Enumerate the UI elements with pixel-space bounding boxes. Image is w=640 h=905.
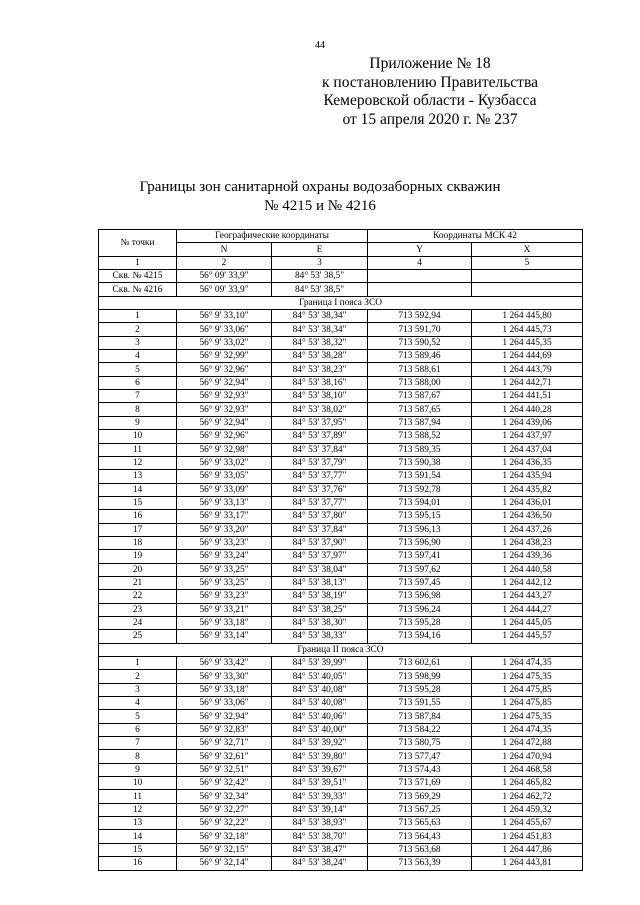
longitude-cell: 84° 53' 38,25": [272, 603, 368, 616]
latitude-cell: 56° 9' 33,20": [177, 523, 272, 536]
longitude-cell: 84° 53' 39,51": [272, 777, 368, 790]
longitude-cell: 84° 53' 39,14": [272, 803, 368, 816]
longitude-cell: 84° 53' 38,13": [272, 576, 368, 589]
table-row: [99, 763, 583, 776]
longitude-cell: 84° 53' 37,80": [272, 510, 368, 523]
msk-y-cell: 713 564,43: [368, 830, 472, 843]
latitude-cell: 56° 9' 33,42": [177, 657, 272, 670]
table-row: [99, 496, 583, 509]
table-row: [99, 657, 583, 670]
msk-y-cell: 713 589,35: [368, 443, 472, 456]
table-row: [99, 723, 583, 736]
msk-x-cell: 1 264 436,50: [472, 510, 583, 523]
table-row: [99, 563, 583, 576]
latitude-cell: 56° 9' 32,98": [177, 443, 272, 456]
msk-x-cell: 1 264 445,35: [472, 336, 583, 349]
longitude-cell: 84° 53' 38,28": [272, 350, 368, 363]
msk-x-cell: 1 264 475,35: [472, 710, 583, 723]
longitude-cell: 84° 53' 38,93": [272, 817, 368, 830]
longitude-cell: 84° 53' 39,92": [272, 737, 368, 750]
longitude-cell: 84° 53' 37,89": [272, 430, 368, 443]
latitude-cell: 56° 9' 33,05": [177, 470, 272, 483]
msk-y-cell: 713 591,54: [368, 470, 472, 483]
latitude-cell: 56° 9' 32,71": [177, 737, 272, 750]
msk-x-cell: 1 264 455,67: [472, 817, 583, 830]
longitude-cell: 84° 53' 40,06": [272, 710, 368, 723]
msk-y-cell: 713 591,70: [368, 323, 472, 336]
longitude-cell: 84° 53' 37,77": [272, 470, 368, 483]
header-point-no: № точки: [99, 230, 177, 257]
table-row: [99, 416, 583, 429]
latitude-cell: 56° 9' 32,96": [177, 363, 272, 376]
point-number: 8: [99, 403, 177, 416]
section-header-row: [99, 296, 583, 309]
msk-x-cell: 1 264 468,58: [472, 763, 583, 776]
title-line-1: Границы зон санитарной охраны водозаборных скважин: [139, 179, 501, 195]
point-number: 23: [99, 603, 177, 616]
msk-x-cell: 1 264 437,04: [472, 443, 583, 456]
longitude-cell: 84° 53' 38,47": [272, 843, 368, 856]
msk-x-cell: 1 264 445,57: [472, 630, 583, 643]
longitude-cell: 84° 53' 37,76": [272, 483, 368, 496]
msk-y-cell: 713 588,61: [368, 363, 472, 376]
well-row: [99, 283, 583, 296]
point-number: 13: [99, 470, 177, 483]
msk-x-cell: 1 264 443,27: [472, 590, 583, 603]
point-number: 24: [99, 616, 177, 629]
well-name: Скв. № 4216: [99, 283, 177, 296]
msk-y-cell: 713 596,13: [368, 523, 472, 536]
table-row: [99, 323, 583, 336]
table-row: [99, 336, 583, 349]
msk-y-cell: 713 598,99: [368, 670, 472, 683]
msk-y-cell: 713 588,00: [368, 376, 472, 389]
longitude-cell: 84° 53' 39,99": [272, 657, 368, 670]
table-row: [99, 310, 583, 323]
msk-y-cell: 713 574,43: [368, 763, 472, 776]
longitude-cell: 84° 53' 39,80": [272, 750, 368, 763]
point-number: 3: [99, 336, 177, 349]
msk-y-cell: 713 597,41: [368, 550, 472, 563]
msk-y-cell: 713 590,52: [368, 336, 472, 349]
latitude-cell: 56° 9' 32,22": [177, 817, 272, 830]
latitude-cell: 56° 9' 32,15": [177, 843, 272, 856]
msk-x-cell: 1 264 437,97: [472, 430, 583, 443]
msk-x-cell: 1 264 441,51: [472, 390, 583, 403]
msk-y-cell: 713 592,78: [368, 483, 472, 496]
longitude-cell: 84° 53' 38,19": [272, 590, 368, 603]
header-n: N: [177, 243, 272, 256]
point-number: 22: [99, 590, 177, 603]
header-col-number: 3: [272, 256, 368, 269]
point-number: 12: [99, 456, 177, 469]
msk-x-cell: 1 264 439,06: [472, 416, 583, 429]
table-row: [99, 510, 583, 523]
table-header: [99, 230, 583, 270]
longitude-cell: 84° 53' 37,90": [272, 536, 368, 549]
point-number: 2: [99, 670, 177, 683]
point-number: 5: [99, 363, 177, 376]
latitude-cell: 56° 9' 32,93": [177, 390, 272, 403]
msk-y-cell: 713 591,55: [368, 697, 472, 710]
header-col-number: 5: [472, 256, 583, 269]
well-msk-y: [368, 270, 472, 283]
point-number: 10: [99, 777, 177, 790]
table-row: [99, 590, 583, 603]
appendix-line-2: к постановлению Правительства: [322, 73, 538, 91]
msk-x-cell: 1 264 475,85: [472, 697, 583, 710]
msk-x-cell: 1 264 442,71: [472, 376, 583, 389]
msk-x-cell: 1 264 475,85: [472, 683, 583, 696]
msk-x-cell: 1 264 470,94: [472, 750, 583, 763]
longitude-cell: 84° 53' 38,32": [272, 336, 368, 349]
longitude-cell: 84° 53' 38,30": [272, 616, 368, 629]
table-row: [99, 350, 583, 363]
point-number: 10: [99, 430, 177, 443]
table-row: [99, 430, 583, 443]
point-number: 21: [99, 576, 177, 589]
table-row: [99, 790, 583, 803]
table-row: [99, 670, 583, 683]
latitude-cell: 56° 9' 33,09": [177, 483, 272, 496]
point-number: 4: [99, 697, 177, 710]
latitude-cell: 56° 9' 32,83": [177, 723, 272, 736]
longitude-cell: 84° 53' 38,10": [272, 390, 368, 403]
msk-y-cell: 713 569,29: [368, 790, 472, 803]
table-row: [99, 683, 583, 696]
msk-y-cell: 713 587,67: [368, 390, 472, 403]
longitude-cell: 84° 53' 37,84": [272, 523, 368, 536]
msk-x-cell: 1 264 447,86: [472, 843, 583, 856]
msk-x-cell: 1 264 443,79: [472, 363, 583, 376]
point-number: 6: [99, 376, 177, 389]
msk-y-cell: 713 595,28: [368, 616, 472, 629]
latitude-cell: 56° 9' 32,51": [177, 763, 272, 776]
msk-y-cell: 713 563,39: [368, 857, 472, 870]
msk-y-cell: 713 587,65: [368, 403, 472, 416]
point-number: 1: [99, 657, 177, 670]
msk-x-cell: 1 264 439,36: [472, 550, 583, 563]
msk-x-cell: 1 264 436,01: [472, 496, 583, 509]
table-row: [99, 803, 583, 816]
msk-x-cell: 1 264 451,83: [472, 830, 583, 843]
point-number: 12: [99, 803, 177, 816]
point-number: 6: [99, 723, 177, 736]
msk-y-cell: 713 571,69: [368, 777, 472, 790]
longitude-cell: 84° 53' 37,79": [272, 456, 368, 469]
msk-y-cell: 713 592,94: [368, 310, 472, 323]
msk-y-cell: 713 584,22: [368, 723, 472, 736]
longitude-cell: 84° 53' 37,95": [272, 416, 368, 429]
longitude-cell: 84° 53' 38,02": [272, 403, 368, 416]
document-title: [0, 178, 640, 216]
latitude-cell: 56° 9' 32,99": [177, 350, 272, 363]
msk-x-cell: 1 264 459,32: [472, 803, 583, 816]
point-number: 17: [99, 523, 177, 536]
header-y: Y: [368, 243, 472, 256]
longitude-cell: 84° 53' 38,34": [272, 323, 368, 336]
longitude-cell: 84° 53' 38,24": [272, 857, 368, 870]
latitude-cell: 56° 9' 32,93": [177, 403, 272, 416]
latitude-cell: 56° 9' 32,61": [177, 750, 272, 763]
point-number: 14: [99, 483, 177, 496]
latitude-cell: 56° 9' 32,14": [177, 857, 272, 870]
latitude-cell: 56° 9' 33,23": [177, 590, 272, 603]
latitude-cell: 56° 9' 32,96": [177, 430, 272, 443]
title-line-2: № 4215 и № 4216: [264, 198, 376, 214]
msk-x-cell: 1 264 435,94: [472, 470, 583, 483]
table-row: [99, 616, 583, 629]
table-row: [99, 857, 583, 870]
latitude-cell: 56° 9' 32,94": [177, 710, 272, 723]
table-row: [99, 630, 583, 643]
latitude-cell: 56° 9' 33,06": [177, 323, 272, 336]
msk-x-cell: 1 264 474,35: [472, 657, 583, 670]
table-row: [99, 456, 583, 469]
latitude-cell: 56° 9' 33,02": [177, 456, 272, 469]
longitude-cell: 84° 53' 39,33": [272, 790, 368, 803]
table-row: [99, 843, 583, 856]
header-col-number: 4: [368, 256, 472, 269]
point-number: 18: [99, 536, 177, 549]
longitude-cell: 84° 53' 38,04": [272, 563, 368, 576]
table-row: [99, 830, 583, 843]
table-row: [99, 710, 583, 723]
well-longitude: 84° 53' 38,5": [272, 270, 368, 283]
longitude-cell: 84° 53' 39,67": [272, 763, 368, 776]
msk-y-cell: 713 595,28: [368, 683, 472, 696]
well-msk-x: [472, 283, 583, 296]
msk-x-cell: 1 264 444,27: [472, 603, 583, 616]
header-msk-coords: Координаты МСК 42: [368, 230, 583, 243]
latitude-cell: 56° 9' 32,27": [177, 803, 272, 816]
msk-x-cell: 1 264 440,28: [472, 403, 583, 416]
msk-y-cell: 713 580,75: [368, 737, 472, 750]
table-row: [99, 483, 583, 496]
msk-y-cell: 713 587,94: [368, 416, 472, 429]
msk-y-cell: 713 563,68: [368, 843, 472, 856]
msk-x-cell: 1 264 475,35: [472, 670, 583, 683]
longitude-cell: 84° 53' 38,23": [272, 363, 368, 376]
msk-y-cell: 713 597,62: [368, 563, 472, 576]
msk-x-cell: 1 264 462,72: [472, 790, 583, 803]
section-title: Граница II пояса ЗСО: [99, 643, 583, 656]
point-number: 7: [99, 390, 177, 403]
latitude-cell: 56° 9' 33,21": [177, 603, 272, 616]
latitude-cell: 56° 9' 33,25": [177, 563, 272, 576]
msk-y-cell: 713 587,84: [368, 710, 472, 723]
msk-y-cell: 713 590,38: [368, 456, 472, 469]
longitude-cell: 84° 53' 40,08": [272, 683, 368, 696]
msk-y-cell: 713 595,15: [368, 510, 472, 523]
longitude-cell: 84° 53' 40,08": [272, 697, 368, 710]
well-latitude: 56° 09' 33,9": [177, 283, 272, 296]
longitude-cell: 84° 53' 38,70": [272, 830, 368, 843]
latitude-cell: 56° 9' 32,42": [177, 777, 272, 790]
point-number: 4: [99, 350, 177, 363]
point-number: 1: [99, 310, 177, 323]
well-longitude: 84° 53' 38,5": [272, 283, 368, 296]
latitude-cell: 56° 9' 33,23": [177, 536, 272, 549]
point-number: 19: [99, 550, 177, 563]
table-row: [99, 737, 583, 750]
appendix-line-1: Приложение № 18: [369, 55, 491, 72]
point-number: 15: [99, 496, 177, 509]
well-row: [99, 270, 583, 283]
appendix-line-3: Кемеровской области - Кузбасса: [323, 92, 537, 109]
msk-x-cell: 1 264 474,35: [472, 723, 583, 736]
table-row: [99, 750, 583, 763]
msk-x-cell: 1 264 472,88: [472, 737, 583, 750]
point-number: 3: [99, 683, 177, 696]
msk-y-cell: 713 602,61: [368, 657, 472, 670]
longitude-cell: 84° 53' 37,77": [272, 496, 368, 509]
table-row: [99, 817, 583, 830]
latitude-cell: 56° 9' 33,06": [177, 697, 272, 710]
longitude-cell: 84° 53' 37,84": [272, 443, 368, 456]
latitude-cell: 56° 9' 33,24": [177, 550, 272, 563]
header-e: E: [272, 243, 368, 256]
header-col-number: 1: [99, 256, 177, 269]
latitude-cell: 56° 9' 32,94": [177, 416, 272, 429]
section-header-row: [99, 643, 583, 656]
point-number: 7: [99, 737, 177, 750]
header-col-number: 2: [177, 256, 272, 269]
point-number: 5: [99, 710, 177, 723]
header-geo-coords: Географические координаты: [177, 230, 368, 243]
msk-x-cell: 1 264 445,73: [472, 323, 583, 336]
longitude-cell: 84° 53' 40,05": [272, 670, 368, 683]
point-number: 20: [99, 563, 177, 576]
latitude-cell: 56° 9' 33,10": [177, 310, 272, 323]
msk-x-cell: 1 264 445,80: [472, 310, 583, 323]
msk-x-cell: 1 264 437,26: [472, 523, 583, 536]
msk-x-cell: 1 264 436,35: [472, 456, 583, 469]
latitude-cell: 56° 9' 32,34": [177, 790, 272, 803]
table-row: [99, 777, 583, 790]
point-number: 15: [99, 843, 177, 856]
point-number: 16: [99, 510, 177, 523]
table-row: [99, 523, 583, 536]
well-name: Скв. № 4215: [99, 270, 177, 283]
section-title: Граница I пояса ЗСО: [99, 296, 583, 309]
latitude-cell: 56° 9' 33,02": [177, 336, 272, 349]
table-row: [99, 697, 583, 710]
point-number: 25: [99, 630, 177, 643]
latitude-cell: 56° 9' 33,18": [177, 683, 272, 696]
msk-y-cell: 713 596,98: [368, 590, 472, 603]
latitude-cell: 56° 9' 33,14": [177, 630, 272, 643]
msk-y-cell: 713 577,47: [368, 750, 472, 763]
table-row: [99, 576, 583, 589]
table-row: [99, 390, 583, 403]
msk-x-cell: 1 264 444,69: [472, 350, 583, 363]
table-row: [99, 363, 583, 376]
longitude-cell: 84° 53' 38,16": [272, 376, 368, 389]
msk-y-cell: 713 596,90: [368, 536, 472, 549]
latitude-cell: 56° 9' 32,94": [177, 376, 272, 389]
point-number: 11: [99, 790, 177, 803]
longitude-cell: 84° 53' 38,33": [272, 630, 368, 643]
msk-x-cell: 1 264 442,12: [472, 576, 583, 589]
point-number: 11: [99, 443, 177, 456]
well-msk-y: [368, 283, 472, 296]
msk-y-cell: 713 596,24: [368, 603, 472, 616]
point-number: 13: [99, 817, 177, 830]
table-body: [99, 270, 583, 870]
point-number: 9: [99, 763, 177, 776]
msk-x-cell: 1 264 465,82: [472, 777, 583, 790]
msk-y-cell: 713 594,01: [368, 496, 472, 509]
msk-x-cell: 1 264 440,58: [472, 563, 583, 576]
msk-y-cell: 713 588,52: [368, 430, 472, 443]
point-number: 8: [99, 750, 177, 763]
msk-y-cell: 713 589,46: [368, 350, 472, 363]
longitude-cell: 84° 53' 38,34": [272, 310, 368, 323]
latitude-cell: 56° 9' 32,18": [177, 830, 272, 843]
well-msk-x: [472, 270, 583, 283]
table-row: [99, 470, 583, 483]
table-row: [99, 443, 583, 456]
latitude-cell: 56° 9' 33,30": [177, 670, 272, 683]
appendix-line-4: от 15 апреля 2020 г. № 237: [342, 110, 518, 128]
table-row: [99, 403, 583, 416]
latitude-cell: 56° 9' 33,25": [177, 576, 272, 589]
appendix-block: [290, 55, 570, 129]
msk-x-cell: 1 264 443,81: [472, 857, 583, 870]
page-number: 44: [315, 40, 325, 51]
coordinates-table: [98, 229, 583, 871]
msk-x-cell: 1 264 435,82: [472, 483, 583, 496]
well-latitude: 56° 09' 33,9": [177, 270, 272, 283]
header-x: X: [472, 243, 583, 256]
point-number: 16: [99, 857, 177, 870]
latitude-cell: 56° 9' 33,13": [177, 496, 272, 509]
msk-x-cell: 1 264 445,05: [472, 616, 583, 629]
msk-y-cell: 713 565,63: [368, 817, 472, 830]
longitude-cell: 84° 53' 37,97": [272, 550, 368, 563]
table-row: [99, 376, 583, 389]
point-number: 14: [99, 830, 177, 843]
latitude-cell: 56° 9' 33,18": [177, 616, 272, 629]
msk-y-cell: 713 597,45: [368, 576, 472, 589]
msk-y-cell: 713 567,25: [368, 803, 472, 816]
table-row: [99, 536, 583, 549]
longitude-cell: 84° 53' 40,00": [272, 723, 368, 736]
msk-y-cell: 713 594,16: [368, 630, 472, 643]
point-number: 2: [99, 323, 177, 336]
table-row: [99, 550, 583, 563]
table-row: [99, 603, 583, 616]
latitude-cell: 56° 9' 33,17": [177, 510, 272, 523]
point-number: 9: [99, 416, 177, 429]
msk-x-cell: 1 264 438,23: [472, 536, 583, 549]
